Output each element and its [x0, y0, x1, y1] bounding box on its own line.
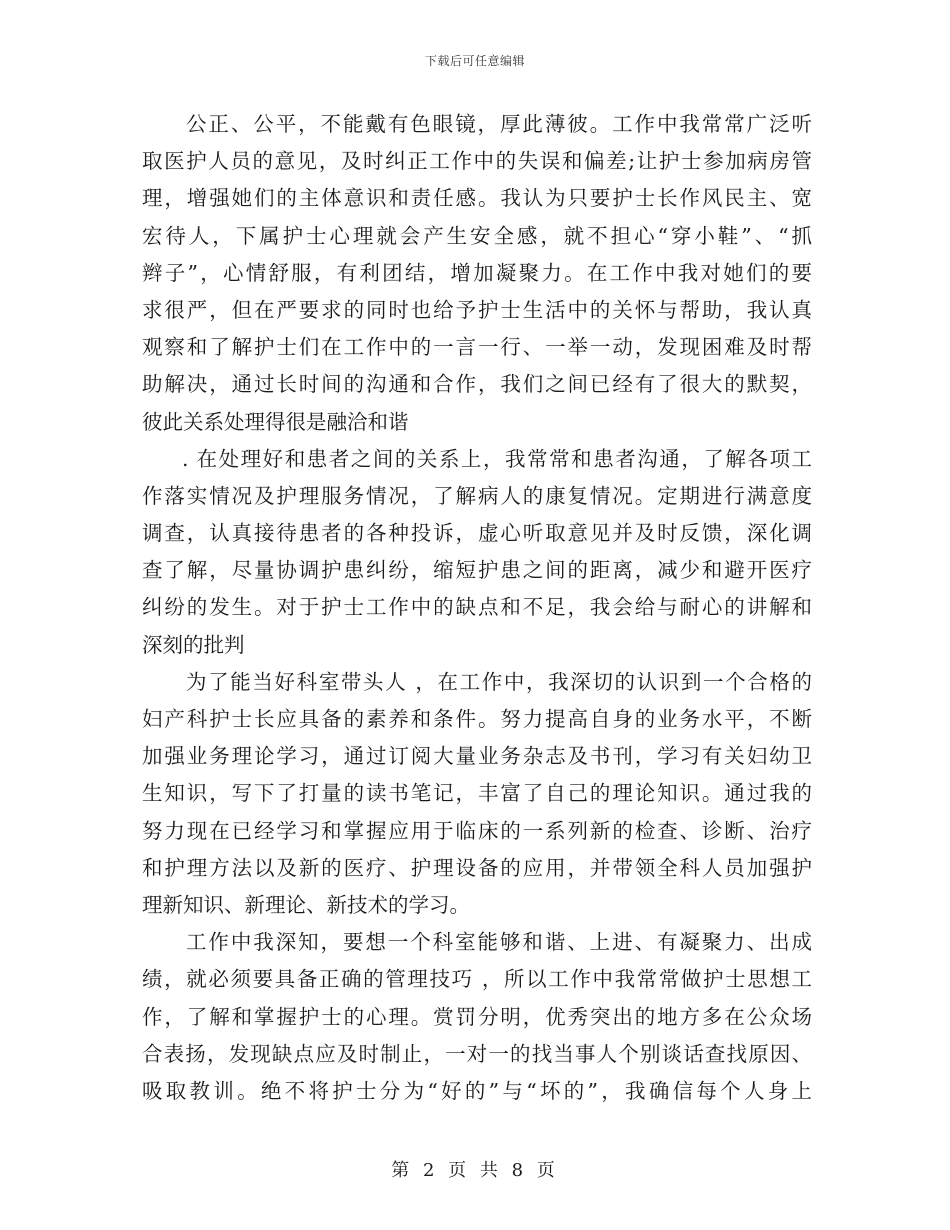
page-header: 下载后可任意编辑: [424, 54, 525, 68]
paragraph-line: 求很严，但在严要求的同时也给予护士生活中的关怀与帮助，我认真: [142, 297, 812, 322]
paragraph-1: [142, 106, 812, 441]
page-number-footer: 第 2 页 共 8 页: [391, 1160, 559, 1181]
paragraph-line: 调查，认真接待患者的各种投诉，虚心听取意见并及时反馈，深化调: [142, 521, 812, 546]
paragraph-line: 作，了解和掌握护士的心理。赏罚分明，优秀突出的地方多在公众场: [142, 1004, 812, 1029]
paragraph-line: 加强业务理论学习，通过订阅大量业务杂志及书刊，学习有关妇幼卫: [142, 744, 812, 769]
paragraph-line: 取医护人员的意见，及时纠正工作中的失误和偏差;让护士参加病房管: [142, 149, 812, 174]
paragraph-line: 宏待人，下属护士心理就会产生安全感，就不担心“穿小鞋”、“抓: [142, 223, 812, 248]
paragraph-line: 吸取教训。绝不将护士分为“好的”与“坏的”，我确信每个人身上: [142, 1078, 812, 1103]
paragraph-2: [142, 441, 812, 664]
paragraph-line: 理新知识、新理论、新技术的学习。: [142, 892, 470, 917]
paragraph-line: 辫子”，心情舒服，有利团结，增加凝聚力。在工作中我对她们的要: [142, 260, 812, 285]
paragraph-3: [142, 664, 812, 924]
paragraph-line: 助解决，通过长时间的沟通和合作，我们之间已经有了很大的默契，: [142, 372, 812, 397]
paragraph-line: 查了解，尽量协调护患纠纷，缩短护患之间的距离，减少和避开医疗: [142, 558, 812, 583]
paragraph-line: 公正、公平，不能戴有色眼镜，厚此薄彼。工作中我常常广泛听: [186, 112, 812, 136]
paragraph-line: 理，增强她们的主体意识和责任感。我认为只要护士长作风民主、宽: [142, 186, 812, 211]
paragraph-line: 和护理方法以及新的医疗、护理设备的应用，并带领全科人员加强护: [142, 855, 812, 880]
paragraph-line: 观察和了解护士们在工作中的一言一行、一举一动，发现困难及时帮: [142, 335, 812, 360]
paragraph-line: 工作中我深知，要想一个科室能够和谐、上进、有凝聚力、出成: [186, 930, 812, 955]
paragraph-line: 努力现在已经学习和掌握应用于临床的一系列新的检查、诊断、治疗: [142, 818, 812, 843]
paragraph-line: 作落实情况及护理服务情况，了解病人的康复情况。定期进行满意度: [142, 483, 812, 508]
paragraph-line: 纠纷的发生。对于护士工作中的缺点和不足，我会给与耐心的讲解和: [142, 595, 812, 620]
paragraph-line: 深刻的批判: [142, 632, 245, 657]
paragraph-line: 合表扬，发现缺点应及时制止，一对一的找当事人个别谈话查找原因、: [142, 1041, 812, 1066]
paragraph-4: [142, 924, 812, 1110]
document-body: [142, 106, 812, 1110]
paragraph-line: 为了能当好科室带头人 ，在工作中，我深切的认识到一个合格的: [186, 669, 812, 694]
paragraph-line: 彼此关系处理得很是融洽和谐: [142, 409, 409, 434]
paragraph-line: 绩，就必须要具备正确的管理技巧 ，所以工作中我常常做护士思想工: [142, 967, 812, 992]
paragraph-line: 妇产科护士长应具备的素养和条件。努力提高自身的业务水平，不断: [142, 707, 812, 731]
paragraph-line: 生知识，写下了打量的读书笔记，丰富了自己的理论知识。通过我的: [142, 781, 812, 806]
paragraph-line: . 在处理好和患者之间的关系上，我常常和患者沟通，了解各项工: [182, 446, 812, 471]
